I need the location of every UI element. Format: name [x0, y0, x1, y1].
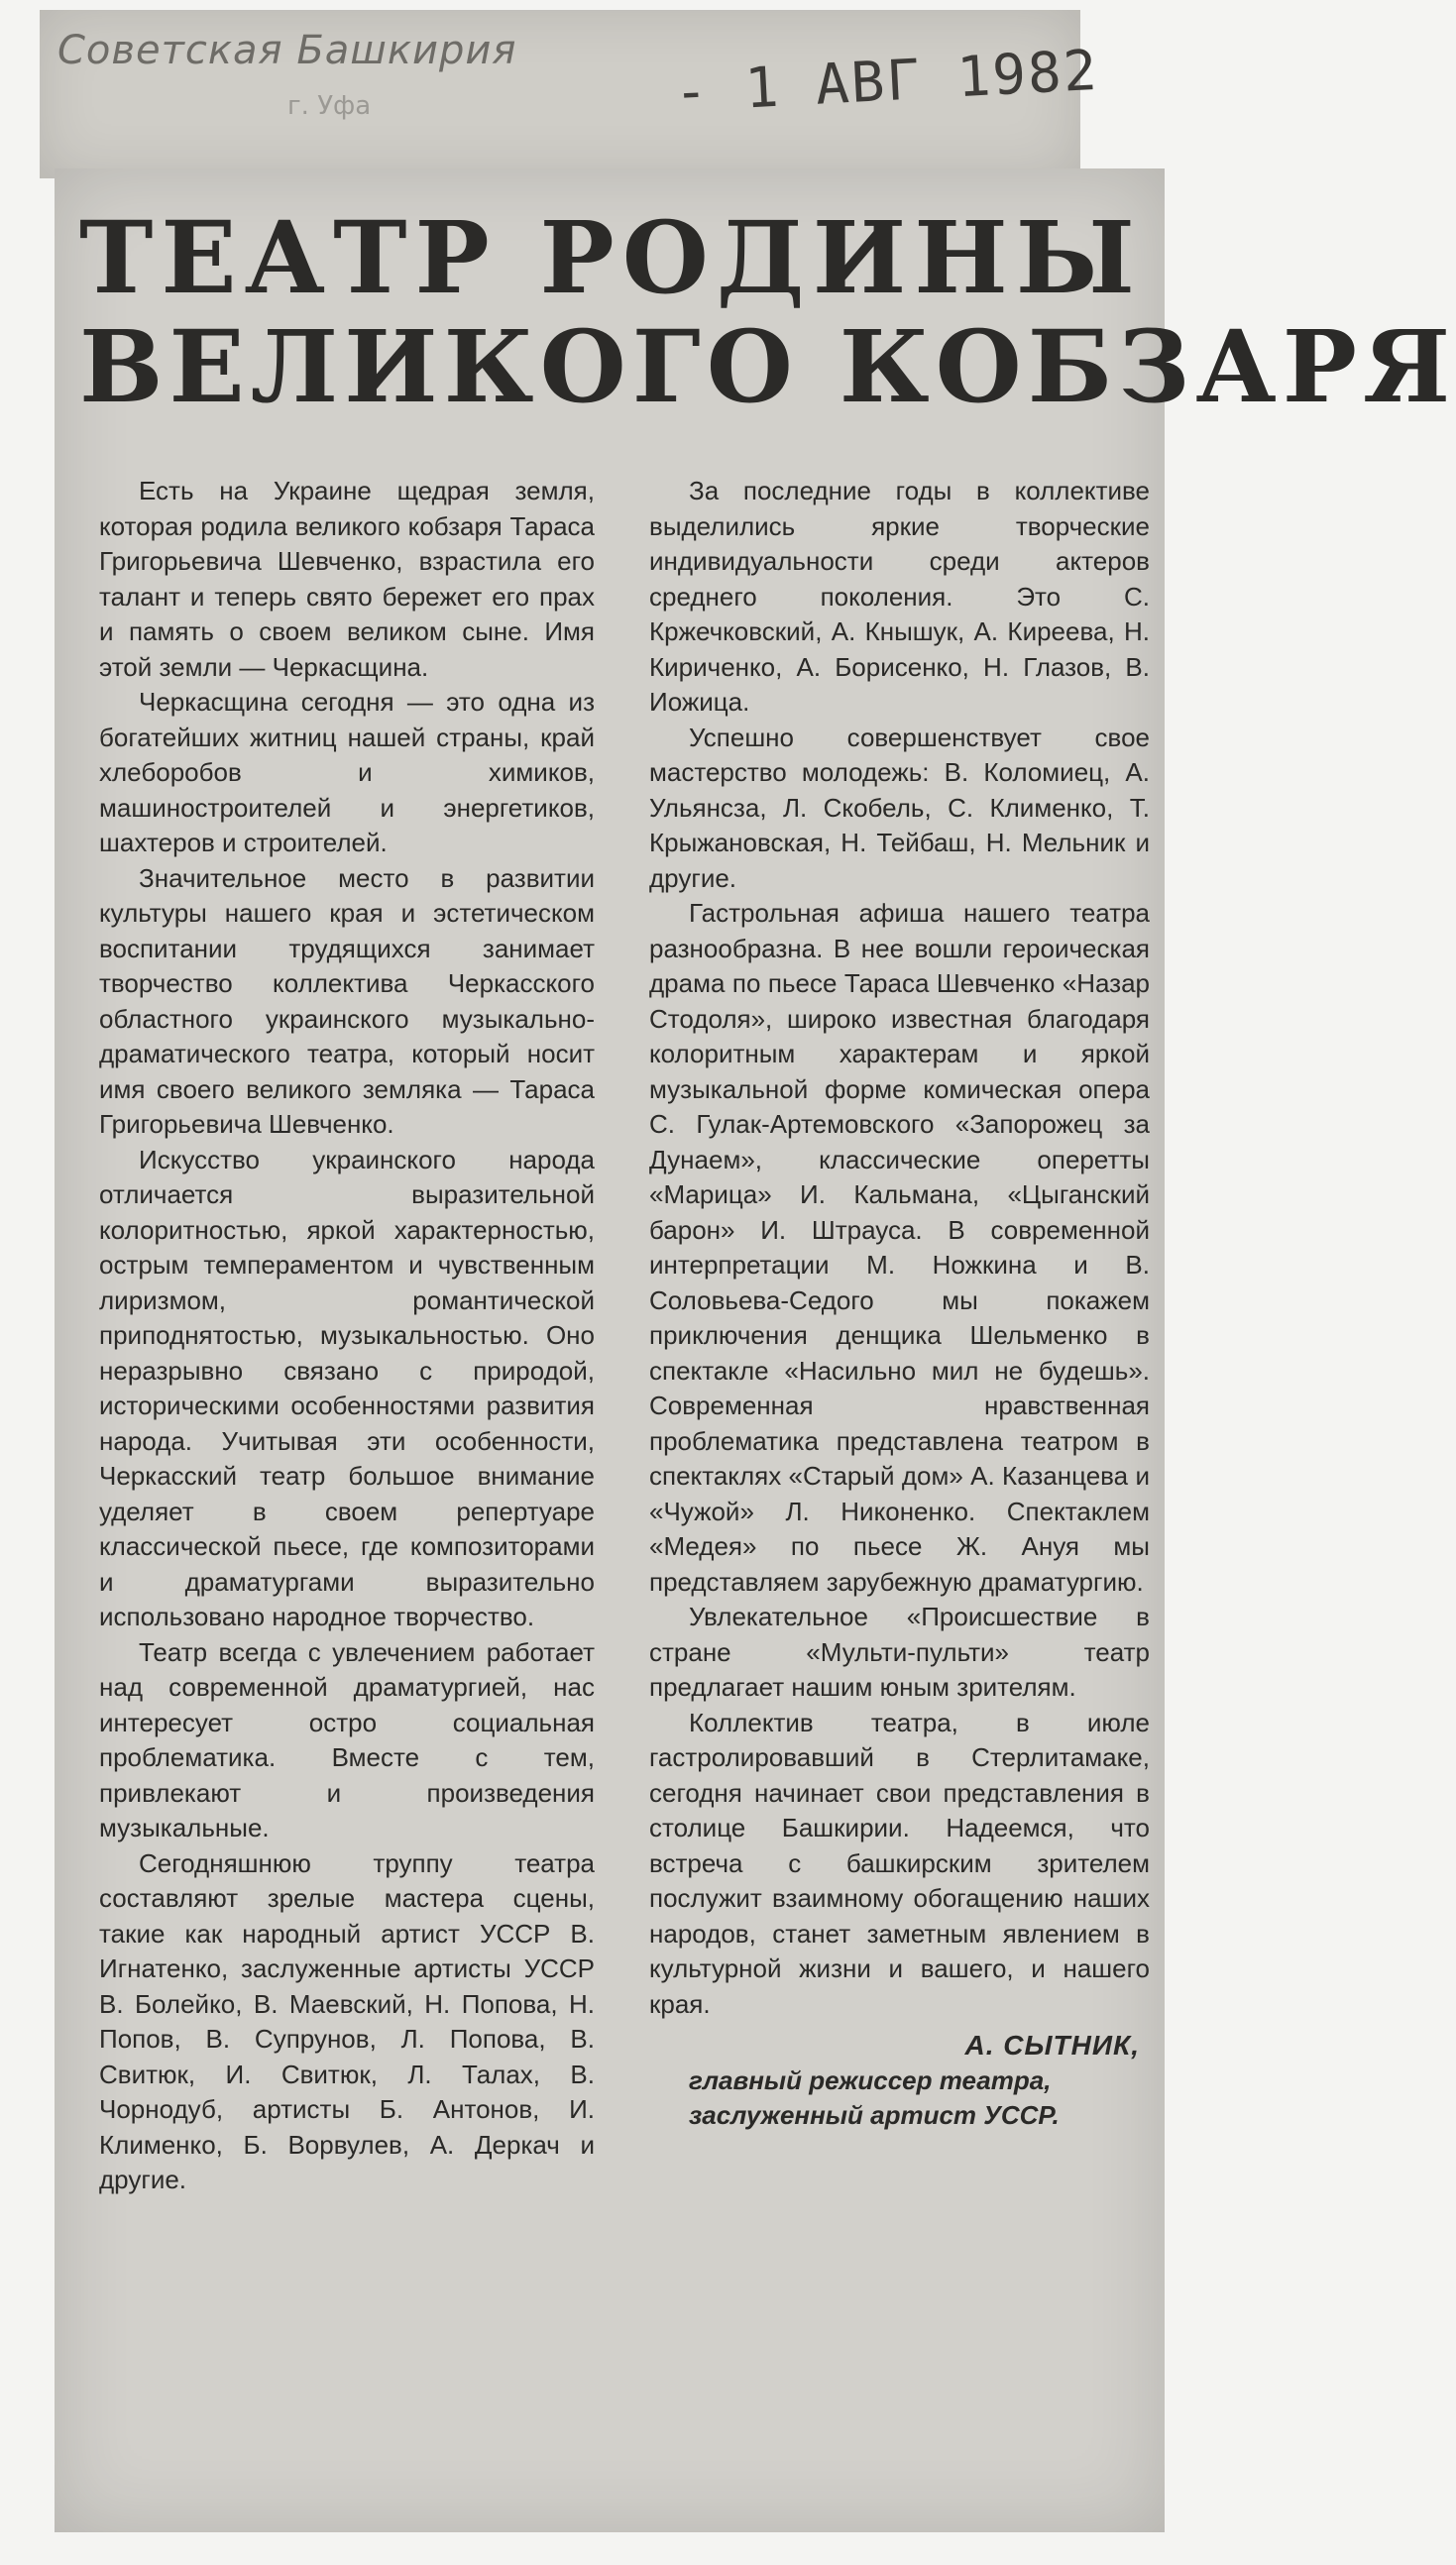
paragraph: Гастрольная афиша нашего театра разнообразна. В нее вошли героическая драма по пьесе Тараса Шевченко «Назар Стодоля», широко известная благодаря колоритным характерам и яркой музыкальной форме комическая опера С. Гулак-Артемовского «Запорожец за Дунаем», классические оперетты «Марица» И. Кальмана, «Цыганский барон» И. Штрауса. В современной интерпретации М. Ножкина и В. Соловьева-Седого мы покажем приключения денщика Шельменко в спектакле «Насильно мил не будешь». Современная нравственная проблематика представлена театром в спектаклях «Старый дом» А. Казанцева и «Чужой» Л. Никоненко. Спектаклем «Медея» по пьесе Ж. Ануя мы представляем зарубежную драматургию. [649, 898, 1150, 1597]
author-position: главный режиссер театра, заслуженный артист УССР. [689, 2064, 1060, 2130]
newspaper-city: г. Уфа [287, 91, 372, 121]
paragraph: Значительное место в развитии культуры нашего края и эстетическом воспитании трудящихся занимает творчество коллектива Черкасского областного украинского музыкально-драматического театра, который носит имя своего великого земляка — Тараса Григорьевича Шевченко. [99, 862, 595, 1139]
paragraph: Коллектив театра, в июле гастролировавший в Стерлитамаке, сегодня начинает свои представления в столице Башкирии. Надеемся, что встреча с башкирским зрителем послужит взаимному обогащению наших народов, станет заметным явлением в культурной жизни и вашего, и нашего края. [649, 1707, 1150, 2019]
article-column-left [99, 474, 595, 2198]
paragraph: За последние годы в коллективе выделились яркие творческие индивидуальности среди актеров среднего поколения. Это С. Кржечковский, А. Кнышук, А. Киреева, Н. Кириченко, А. Борисенко, Н. Глазов, В. Иожица. [649, 476, 1150, 717]
article-headline [79, 199, 1456, 425]
author-signature [649, 2028, 1150, 2133]
newspaper-masthead: Советская Башкирия [57, 28, 517, 73]
author-name: А. СЫТНИК, [964, 2030, 1140, 2061]
headline-line-1: ТЕАТР РОДИНЫ [79, 199, 1143, 316]
headline-line-2: ВЕЛИКОГО КОБЗАРЯ [79, 308, 1456, 425]
date-stamp: - 1 АВГ 1982 [672, 38, 1100, 126]
paragraph: Искусство украинского народа отличается выразительной колоритностью, яркой характерностью, острым темпераментом и чувственным лиризмом, романтической приподнятостью, музыкальностью. Оно неразрывно связано с природой, историческими особенностями развития народа. Учитывая эти особенности, Черкасский театр большое внимание уделяет в своем репертуаре классической пьесе, где композиторами и драматургами выразительно использовано народное творчество. [99, 1144, 595, 1631]
paragraph: Увлекательное «Происшествие в стране «Мульти-пульти» театр предлагает нашим юным зрителям. [649, 1602, 1150, 1702]
paragraph: Театр всегда с увлечением работает над современной драматургией, нас интересует остро социальная проблематика. Вместе с тем, привлекают и произведения музыкальные. [99, 1636, 595, 1842]
paragraph: Есть на Украине щедрая земля, которая родила великого кобзаря Тараса Григорьевича Шевченко, взрастила его талант и теперь свято бережет его прах и память о своем великом сыне. Имя этой земли — Черкасщина. [99, 476, 595, 682]
paragraph: Сегодняшнюю труппу театра составляют зрелые мастера сцены, такие как народный артист УССР В. Игнатенко, заслуженные артисты УССР В. Болейко, В. Маевский, Н. Попова, Н. Попов, В. Супрунов, Л. Попова, В. Свитюк, И. Свитюк, Л. Талах, В. Чорнодуб, артисты Б. Антонов, И. Клименко, Б. Ворвулев, А. Деркач и другие. [99, 1847, 595, 2194]
article-column-right [649, 474, 1150, 2133]
paragraph: Успешно совершенствует свое мастерство молодежь: В. Коломиец, А. Ульянсза, Л. Скобель, С. Клименко, Т. Крыжановская, Н. Тейбаш, Н. Мельник и другие. [649, 722, 1150, 893]
paragraph: Черкасщина сегодня — это одна из богатейших житниц нашей страны, край хлеборобов и химиков, машиностроителей и энергетиков, шахтеров и строителей. [99, 687, 595, 857]
